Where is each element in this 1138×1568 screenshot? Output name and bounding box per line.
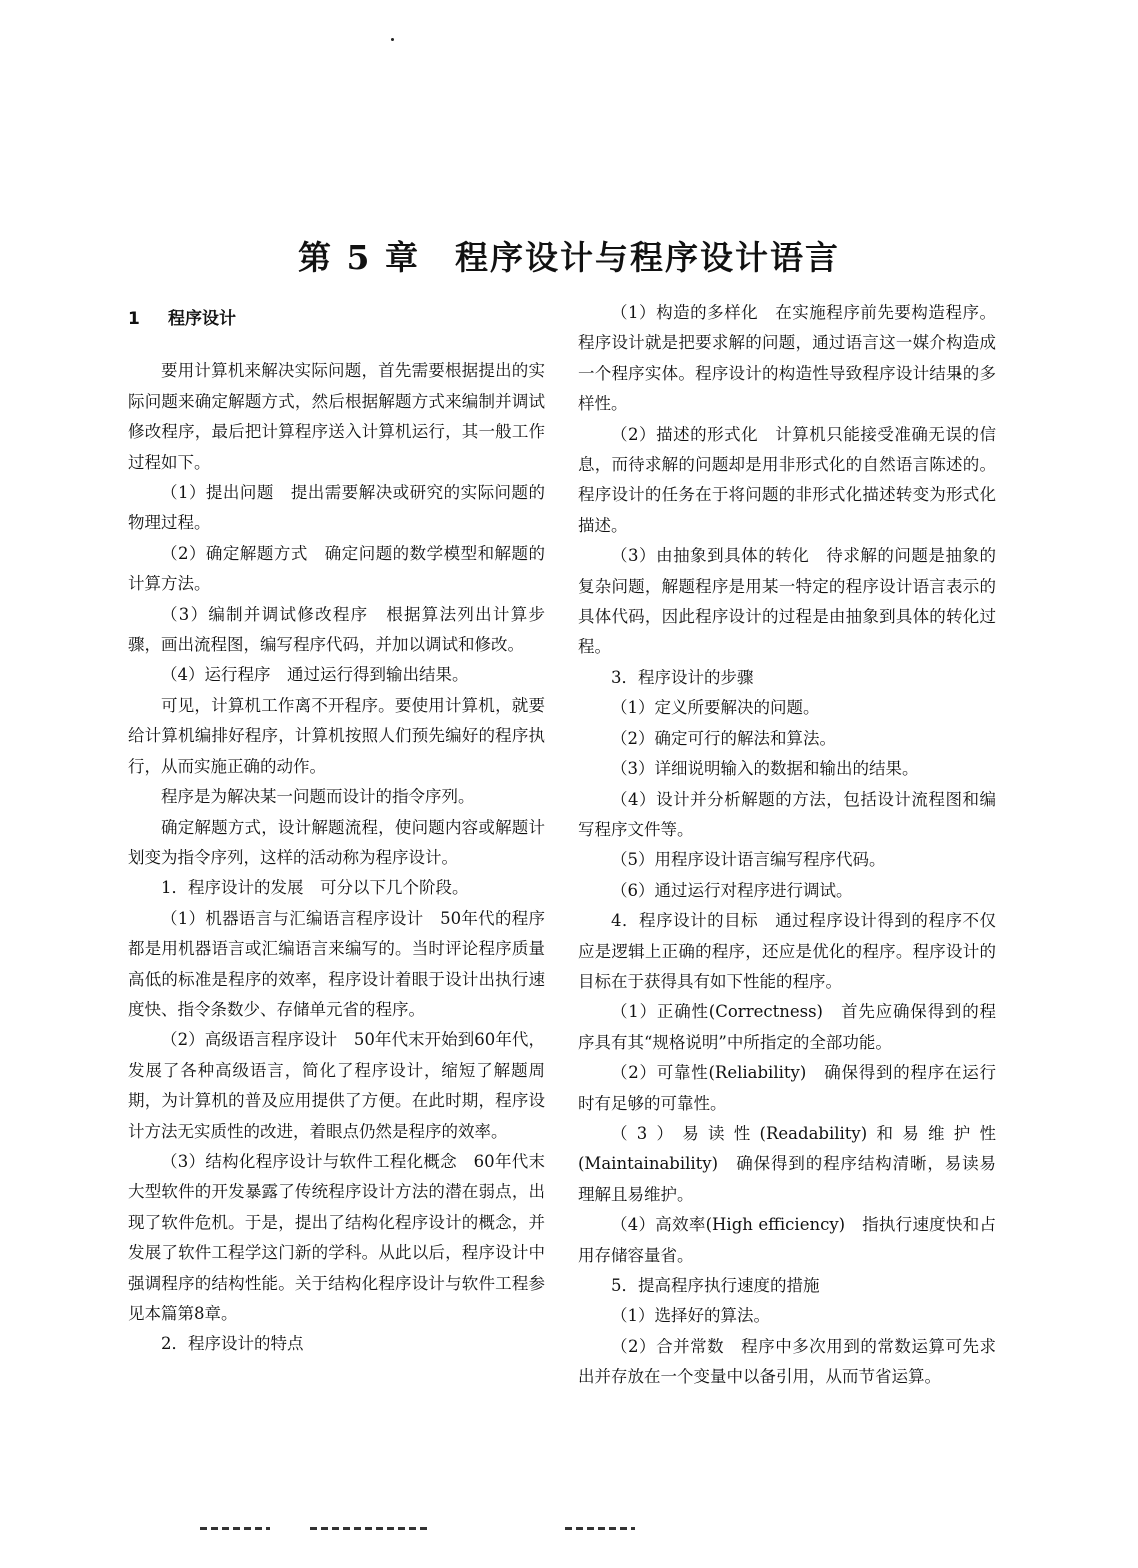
paragraph: 可见，计算机工作离不开程序。要使用计算机，就要给计算机编排好程序，计算机按照人们预先编好的程序执行，从而实施正确的动作。 xyxy=(128,695,545,776)
section-heading xyxy=(128,304,545,334)
scan-artifact xyxy=(565,1527,635,1530)
subsection-heading: 2．程序设计的特点 xyxy=(161,1334,304,1354)
subsection-heading: 4．程序设计的目标 通过程序设计得到的程序不仅应是逻辑上正确的程序，还应是优化的程序。程序设计的目标在于获得具有如下性能的程序。 xyxy=(578,911,996,991)
paragraph: 程序是为解决某一问题而设计的指令序列。 xyxy=(161,787,475,807)
paragraph: （2）描述的形式化 计算机只能接受准确无误的信息，而待求解的问题却是用非形式化的自然语言陈述的。程序设计的任务在于将问题的非形式化描述转变为形式化描述。 xyxy=(578,424,996,535)
paragraph: （4）设计并分析解题的方法，包括设计流程图和编写程序文件等。 xyxy=(578,789,996,839)
paragraph: （1）机器语言与汇编语言程序设计 50年代的程序都是用机器语言或汇编语言来编写的。当时评论程序质量高低的标准是程序的效率，程序设计着眼于设计出执行速度快、指令条数少、存储单元省的程序。 xyxy=(128,908,545,1019)
section-number: 1 xyxy=(128,309,140,329)
paragraph: （1）构造的多样化 在实施程序前先要构造程序。程序设计就是把要求解的问题，通过语言这一媒介构造成一个程序实体。程序设计的构造性导致程序设计结果的多样性。 xyxy=(578,303,996,414)
scan-artifact xyxy=(200,1527,270,1530)
paragraph: （3）编制并调试修改程序 根据算法列出计算步骤，画出流程图，编写程序代码，并加以调试和修改。 xyxy=(128,604,545,655)
paragraph: （6）通过运行对程序进行调试。 xyxy=(611,880,853,900)
subsection-heading: 1．程序设计的发展 可分以下几个阶段。 xyxy=(161,878,469,898)
paragraph: （1）正确性(Correctness) 首先应确保得到的程序具有其“规格说明”中所指定的全部功能。 xyxy=(578,1002,996,1052)
right-column xyxy=(578,298,996,1393)
paragraph: （2）高级语言程序设计 50年代末开始到60年代，发展了各种高级语言，简化了程序设计，缩短了解题周期，为计算机的普及应用提供了方便。在此时期，程序设计方法无实质性的改进，着眼点仍然是程序的效率。 xyxy=(128,1030,545,1141)
chapter-title: 第 5 章 程序设计与程序设计语言 xyxy=(298,238,840,278)
paragraph: （2）可靠性(Reliability) 确保得到的程序在运行时有足够的可靠性。 xyxy=(578,1063,996,1113)
paragraph: 确定解题方式，设计解题流程，使问题内容或解题计划变为指令序列，这样的活动称为程序设计。 xyxy=(128,817,545,867)
paragraph: （2）合并常数 程序中多次用到的常数运算可先求出并存放在一个变量中以备引用，从而节省运算。 xyxy=(578,1336,996,1387)
left-column xyxy=(128,298,545,1360)
paragraph: （3）结构化程序设计与软件工程化概念 60年代末大型软件的开发暴露了传统程序设计方法的潜在弱点，出现了软件危机。于是，提出了结构化程序设计的概念，并发展了软件工程学这门新的学科。从此以后，程序设计中强调程序的结构性能。关于结构化程序设计与软件工程参见本篇第8章。 xyxy=(128,1151,545,1323)
paragraph: （3）详细说明输入的数据和输出的结果。 xyxy=(611,759,919,779)
paragraph: （4）运行程序 通过运行得到输出结果。 xyxy=(161,665,469,685)
paragraph: （4）高效率(High efficiency) 指执行速度快和占用存储容量省。 xyxy=(578,1215,996,1265)
paragraph: （1）选择好的算法。 xyxy=(611,1306,770,1326)
paragraph: （5）用程序设计语言编写程序代码。 xyxy=(611,850,886,870)
paragraph: （1）定义所要解决的问题。 xyxy=(611,698,820,718)
subsection-heading: 3．程序设计的步骤 xyxy=(611,667,754,687)
paragraph: （3）易读性(Readability)和易维护性(Maintainability) 确保得到的程序结构清晰，易读易理解且易维护。 xyxy=(578,1123,996,1204)
paragraph: （2）确定解题方式 确定问题的数学模型和解题的计算方法。 xyxy=(128,543,545,594)
paragraph: （1）提出问题 提出需要解决或研究的实际问题的物理过程。 xyxy=(128,483,545,533)
scan-speck xyxy=(391,38,394,41)
paragraph: （2）确定可行的解法和算法。 xyxy=(611,728,836,748)
scan-artifact xyxy=(310,1527,430,1530)
paragraph: （3）由抽象到具体的转化 待求解的问题是抽象的复杂问题，解题程序是用某一特定的程序设计语言表示的具体代码，因此程序设计的过程是由抽象到具体的转化过程。 xyxy=(578,546,996,657)
section-title: 程序设计 xyxy=(168,309,236,329)
paragraph: 要用计算机来解决实际问题，首先需要根据提出的实际问题来确定解题方式，然后根据解题方式来编制并调试修改程序，最后把计算程序送入计算机运行，其一般工作过程如下。 xyxy=(128,361,545,472)
subsection-heading: 5．提高程序执行速度的措施 xyxy=(611,1276,820,1295)
